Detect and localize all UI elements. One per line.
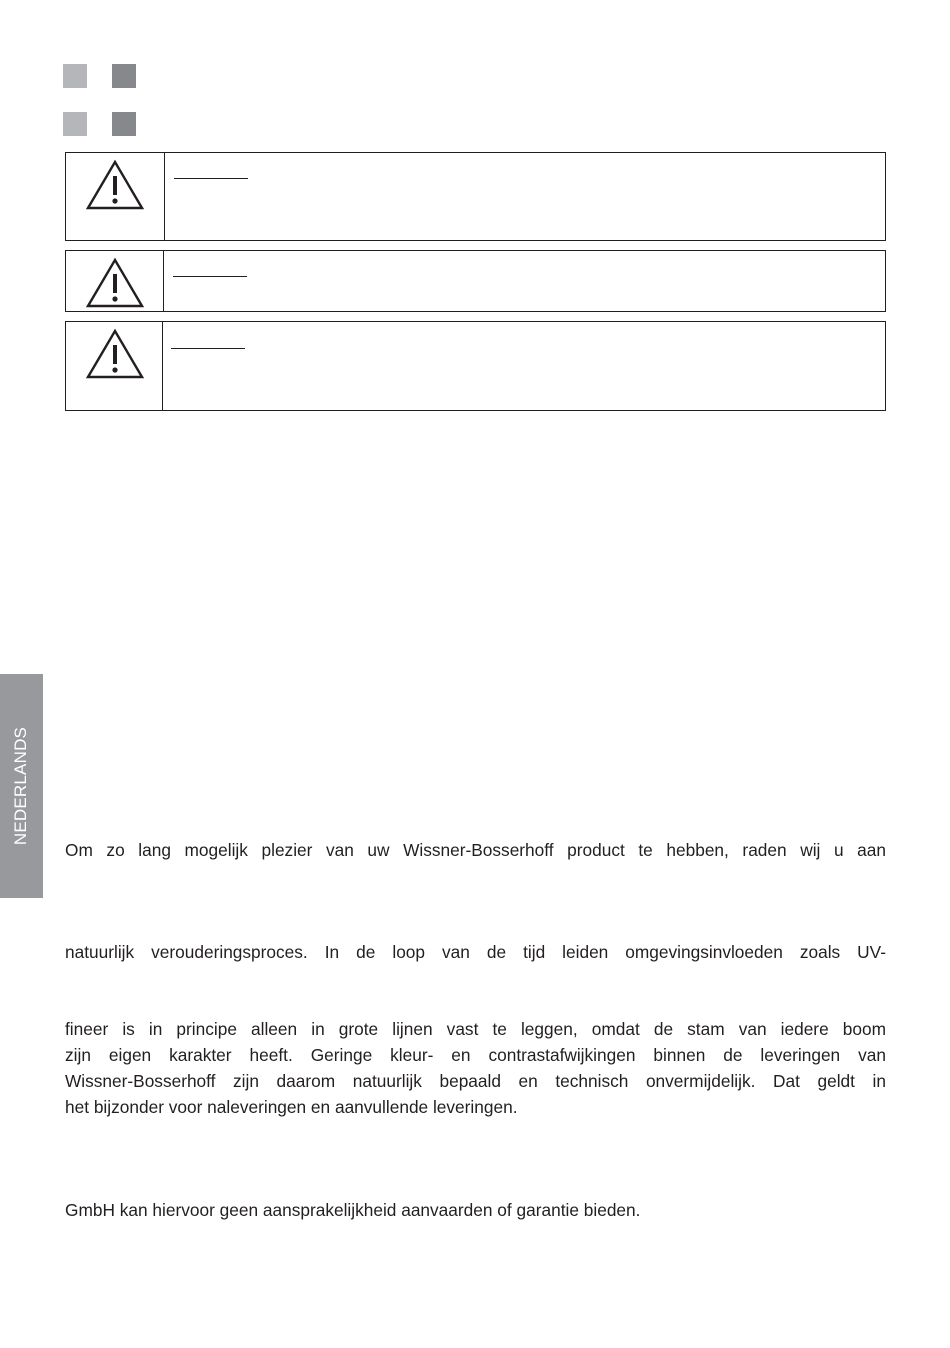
warning-triangle-icon bbox=[86, 158, 144, 210]
body-line-text: Om zo lang mogelijk plezier van uw Wissner-Bosserhoff product te hebben, raden wij u aan bbox=[65, 840, 886, 860]
decor-square bbox=[63, 112, 87, 136]
warning-heading-rule bbox=[174, 178, 248, 179]
decor-square bbox=[112, 64, 136, 88]
body-line-text: het bijzonder voor naleveringen en aanvullende leveringen. bbox=[65, 1097, 518, 1117]
warning-box bbox=[65, 321, 886, 411]
warning-icon-cell bbox=[66, 153, 165, 240]
body-line-text: natuurlijk verouderingsproces. In de loop van de tijd leiden omgevingsinvloeden zoals UV- bbox=[65, 942, 886, 962]
language-side-tab bbox=[0, 674, 43, 898]
warning-icon-cell bbox=[66, 251, 164, 311]
warning-box bbox=[65, 250, 886, 312]
body-line-text: Wissner-Bosserhoff zijn daarom natuurlijk bepaald en technisch onvermijdelijk. Dat geldt in bbox=[65, 1071, 886, 1091]
warning-triangle-icon bbox=[86, 327, 144, 379]
language-tab-label: NEDERLANDS bbox=[11, 726, 30, 846]
warning-icon-cell bbox=[66, 322, 163, 410]
warning-triangle-icon bbox=[86, 256, 144, 308]
decor-square bbox=[63, 64, 87, 88]
warning-heading-rule bbox=[173, 276, 247, 277]
body-line-text: GmbH kan hiervoor geen aansprakelijkheid aanvaarden of garantie bieden. bbox=[65, 1200, 641, 1220]
body-paragraph bbox=[65, 1016, 886, 1120]
body-line-text: fineer is in principe alleen in grote lijnen vast te leggen, omdat de stam van iedere boom bbox=[65, 1019, 886, 1039]
warning-box bbox=[65, 152, 886, 241]
body-line bbox=[65, 1197, 886, 1223]
body-line-text: zijn eigen karakter heeft. Geringe kleur- en contrastafwijkingen binnen de leveringen van bbox=[65, 1045, 886, 1065]
warning-heading-rule bbox=[171, 348, 245, 349]
decor-square bbox=[112, 112, 136, 136]
body-line bbox=[65, 837, 886, 863]
body-line bbox=[65, 939, 886, 965]
